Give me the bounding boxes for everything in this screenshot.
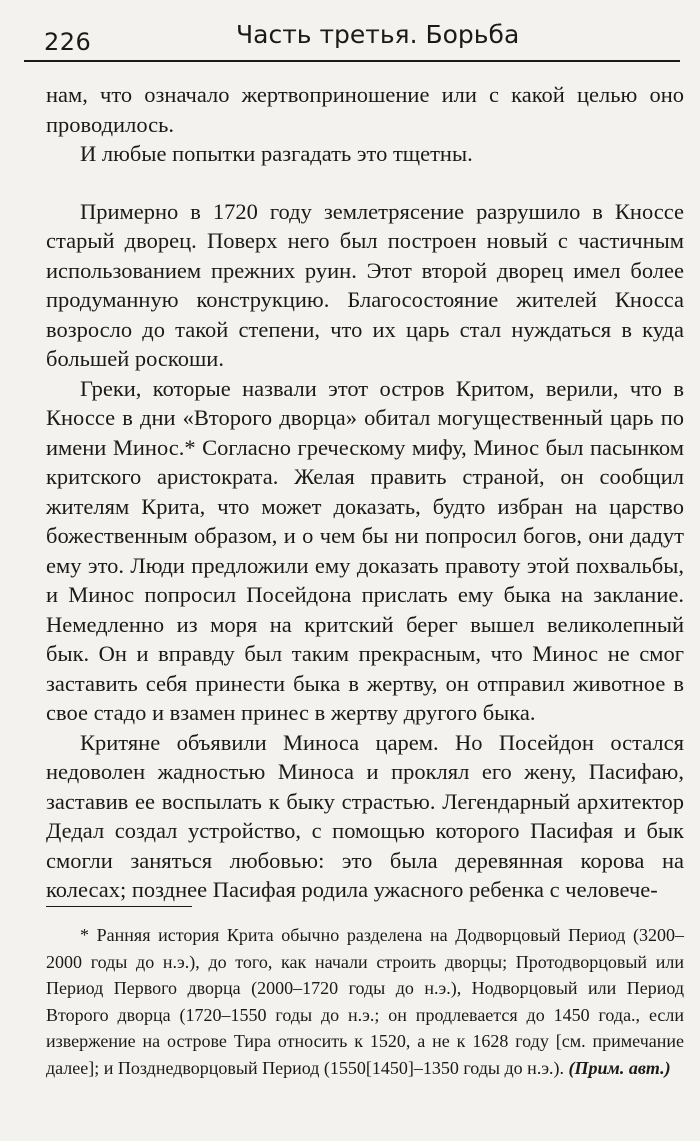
paragraph-5: Критяне объявили Миноса царем. Но Посейдон остался недоволен жадностью Миноса и проклял его жену, Пасифаю, заставив ее воспылать к быку страстью. Легендарный архитектор Дедал создал устройство, с помощью которого Пасифая и бык смогли заняться любовью: это была деревянная корова на колесах; позднее Пасифая родила ужасного ребенка с человече- (46, 729, 684, 902)
paragraph-4: Греки, которые назвали этот остров Критом, верили, что в Кноссе в дни «Второго дворца» обитал могущественный царь по имени Минос.* Согласно греческому мифу, Минос был пасынком критского аристократа. Желая править страной, он сообщил жителям Крита, что может доказать, будто избран на царство божественным образом, и о чем бы ни попросил богов, они дадут ему это. Люди предложили ему доказать правоту этой похвальбы, и Минос попросил Посейдона прислать ему быка на заклание. Немедленно из моря на критский берег вышел великолепный бык. Он и вправду был таким прекрасным, что Минос не смог заставить себя принести быка в жертву, он отправил животное в свое стадо и взамен принес в жертву другого быка. (46, 375, 684, 725)
paragraph-1: нам, что означало жертвоприношение или с какой целью оно проводилось. (46, 82, 684, 137)
body-text (46, 80, 684, 905)
footnote-text: * Ранняя история Крита обычно разделена на Додворцовый Период (3200–2000 годы до н.э.), до того, как начали строить дворцы; Протодворцовый или Период Первого дворца (2000–1720 годы до н.э.), Нодворцовый или Период Второго дворца (1720–1550 годы до н.э.; он продлевается до 1450 года., если извержение на острове Тира относить к 1520, а не к 1628 году [см. примечание далее]; и Позднедворцовый Период (1550[1450]–1350 годы до н.э.). (46, 925, 684, 1078)
paragraph-3: Примерно в 1720 году землетрясение разрушило в Кноссе старый дворец. Поверх него был построен новый с частичным использованием прежних руин. Этот второй дворец имел более продуманную конструкцию. Благосостояние жителей Кносса возросло до такой степени, что их царь стал нуждаться в куда большей роскоши. (46, 198, 684, 371)
page-header (24, 12, 680, 62)
running-title: Часть третья. Борьба (236, 20, 520, 49)
footnote-divider (46, 906, 192, 907)
paragraph-2: И любые попытки разгадать это тщетны. (80, 141, 473, 166)
footnote (46, 922, 684, 1081)
footnote-author-note: (Прим. авт.) (568, 1057, 671, 1078)
page-number: 226 (44, 28, 92, 56)
